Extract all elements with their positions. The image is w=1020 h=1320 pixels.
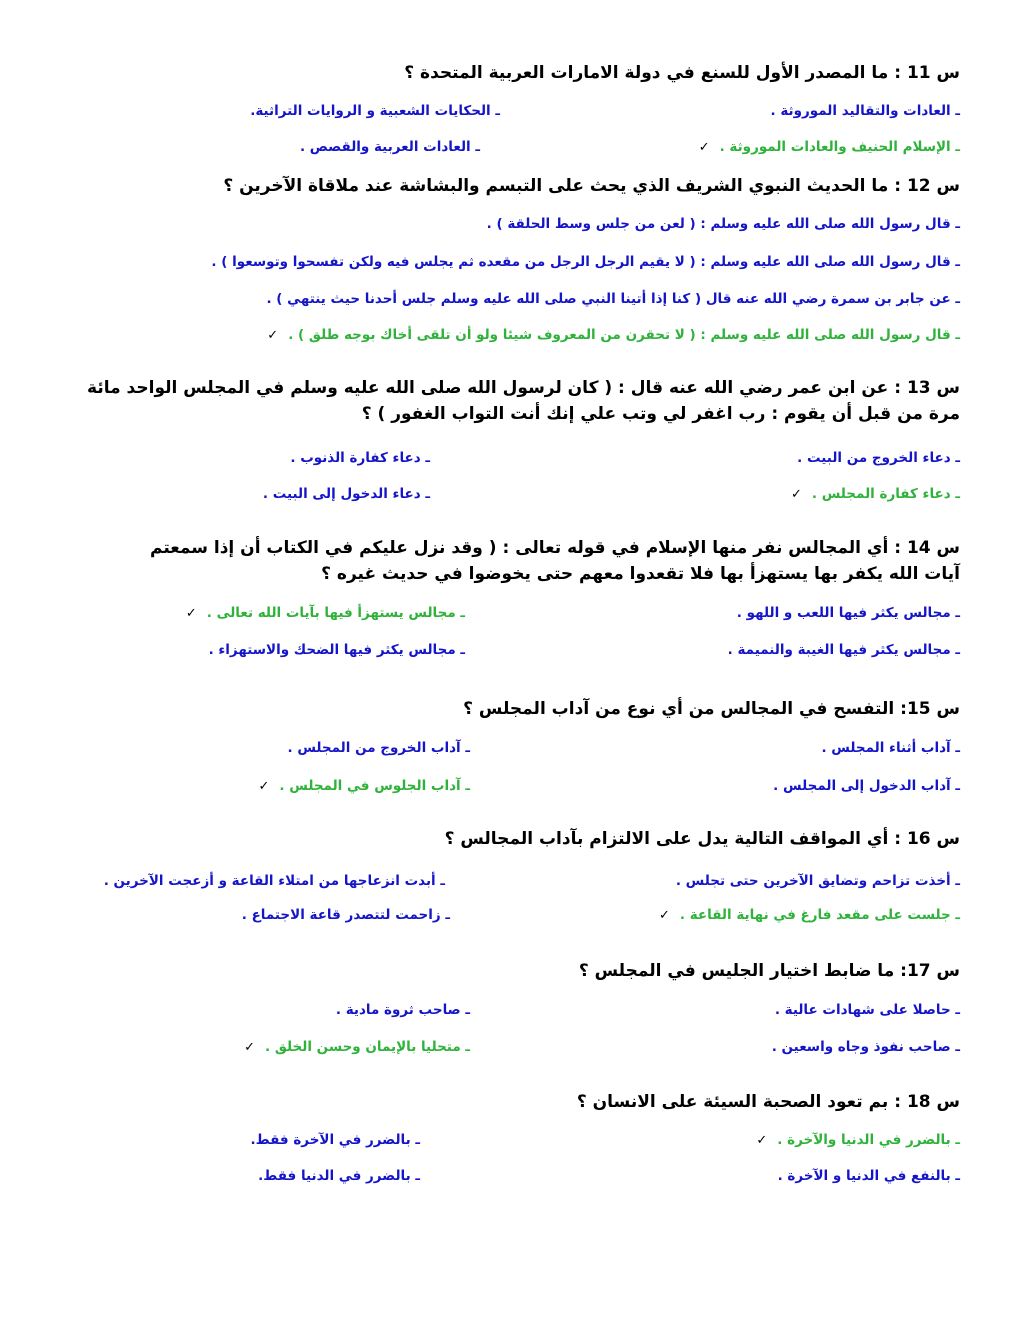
check-icon: ✓ [244, 1040, 256, 1055]
q12-option-3[interactable]: ـ عن جابر بن سمرة رضي الله عنه قال ( كنا إذا أتينا النبي صلى الله عليه وسلم جلس أحدنا حيث ينتهي ) . [266, 291, 960, 307]
q18-option-2[interactable]: ـ بالضرر في الآخرة فقط. [250, 1132, 420, 1148]
question-17: س 17: ما ضابط اختيار الجليس في المجلس ؟ [578, 961, 960, 981]
check-icon: ✓ [698, 140, 710, 155]
q11-option-1[interactable]: ـ العادات والتقاليد الموروثة . [770, 103, 960, 119]
check-icon: ✓ [790, 487, 802, 502]
q14-option-1[interactable]: ـ مجالس يكثر فيها اللعب و اللهو . [736, 605, 960, 621]
q14-option-4[interactable]: ـ مجالس يكثر فيها الضحك والاستهزاء . [208, 642, 465, 658]
q16-option-3[interactable]: ـ جلست على مقعد فارغ في نهاية القاعة .✓ [659, 907, 960, 923]
q13-option-2[interactable]: ـ دعاء كفارة الذنوب . [290, 450, 430, 466]
q17-option-4[interactable]: ـ متحليا بالإيمان وحسن الخلق .✓ [244, 1039, 470, 1055]
q16-option-4[interactable]: ـ زاحمت لتتصدر قاعة الاجتماع . [241, 907, 450, 923]
q15-option-3[interactable]: ـ آداب الدخول إلى المجلس . [773, 778, 960, 794]
question-12: س 12 : ما الحديث النبوي الشريف الذي يحث على التبسم والبشاشة عند ملاقاة الآخرين ؟ [223, 176, 960, 196]
q15-option-1[interactable]: ـ آداب أثناء المجلس . [821, 740, 960, 756]
q13-option-3[interactable]: ـ دعاء كفارة المجلس .✓ [790, 486, 960, 502]
q13-option-1[interactable]: ـ دعاء الخروج من البيت . [797, 450, 960, 466]
question-13: س 13 : عن ابن عمر رضي الله عنه قال : ( كان لرسول الله صلى الله عليه وسلم في المجلس الواحد مائة مرة من قبل أن يقوم : رب اغفر لي وتب علي إنك أنت التواب الغفور ) ؟ [87, 378, 960, 424]
q14-option-2[interactable]: ـ مجالس يستهزأ فيها بآيات الله تعالى .✓ [185, 605, 465, 621]
q11-option-4[interactable]: ـ العادات العربية والقصص . [299, 139, 480, 155]
q18-option-1[interactable]: ـ بالضرر في الدنيا والآخرة .✓ [756, 1132, 960, 1148]
q15-option-4[interactable]: ـ آداب الجلوس في المجلس .✓ [258, 778, 470, 794]
q17-option-3[interactable]: ـ صاحب نفوذ وجاه واسعين . [771, 1039, 960, 1055]
q17-option-2[interactable]: ـ صاحب ثروة مادية . [335, 1002, 470, 1018]
q12-option-4[interactable]: ـ قال رسول الله صلى الله عليه وسلم : ( لا تحقرن من المعروف شيئا ولو أن تلقى أخاك بوجه طلق ) .✓ [267, 327, 960, 343]
q11-option-3[interactable]: ـ الإسلام الحنيف والعادات الموروثة .✓ [698, 139, 960, 155]
check-icon: ✓ [185, 606, 197, 621]
q18-option-3[interactable]: ـ بالنفع في الدنيا و الآخرة . [777, 1168, 960, 1184]
q13-option-4[interactable]: ـ دعاء الدخول إلى البيت . [262, 486, 430, 502]
check-icon: ✓ [659, 908, 670, 923]
check-icon: ✓ [267, 328, 279, 343]
q18-option-4[interactable]: ـ بالضرر في الدنيا فقط. [258, 1168, 420, 1184]
question-14: س 14 : أي المجالس نفر منها الإسلام في قوله تعالى : ( وقد نزل عليكم في الكتاب أن إذا سمعتم آيات الله يكفر بها يستهزأ بها فلا تقعدوا معهم حتى يخوضوا في حديث غيره ؟ [149, 538, 960, 584]
q12-option-2[interactable]: ـ قال رسول الله صلى الله عليه وسلم : ( لا يقيم الرجل الرجل من مقعده ثم يجلس فيه ولكن تفسحوا وتوسعوا ) . [211, 254, 960, 270]
q16-option-1[interactable]: ـ أخذت تزاحم وتضايق الآخرين حتى تجلس . [675, 873, 960, 889]
q12-option-1[interactable]: ـ قال رسول الله صلى الله عليه وسلم : ( لعن من جلس وسط الحلقة ) . [486, 216, 960, 232]
question-15: س 15: التفسح في المجالس من أي نوع من آداب المجلس ؟ [463, 699, 960, 719]
q14-option-3[interactable]: ـ مجالس يكثر فيها الغيبة والنميمة . [727, 642, 960, 658]
check-icon: ✓ [756, 1133, 768, 1148]
q15-option-2[interactable]: ـ آداب الخروج من المجلس . [287, 740, 470, 756]
q16-option-2[interactable]: ـ أبدت انزعاجها من امتلاء القاعة و أزعجت الآخرين . [103, 873, 445, 889]
check-icon: ✓ [258, 779, 270, 794]
q17-option-1[interactable]: ـ حاصلا على شهادات عالية . [774, 1002, 960, 1018]
question-16: س 16 : أي المواقف التالية يدل على الالتزام بآداب المجالس ؟ [444, 829, 960, 849]
q11-option-2[interactable]: ـ الحكايات الشعبية و الروايات التراثية. [250, 103, 500, 119]
question-11: س 11 : ما المصدر الأول للسنع في دولة الامارات العربية المتحدة ؟ [404, 63, 960, 83]
question-18: س 18 : بم تعود الصحبة السيئة على الانسان ؟ [576, 1092, 960, 1112]
